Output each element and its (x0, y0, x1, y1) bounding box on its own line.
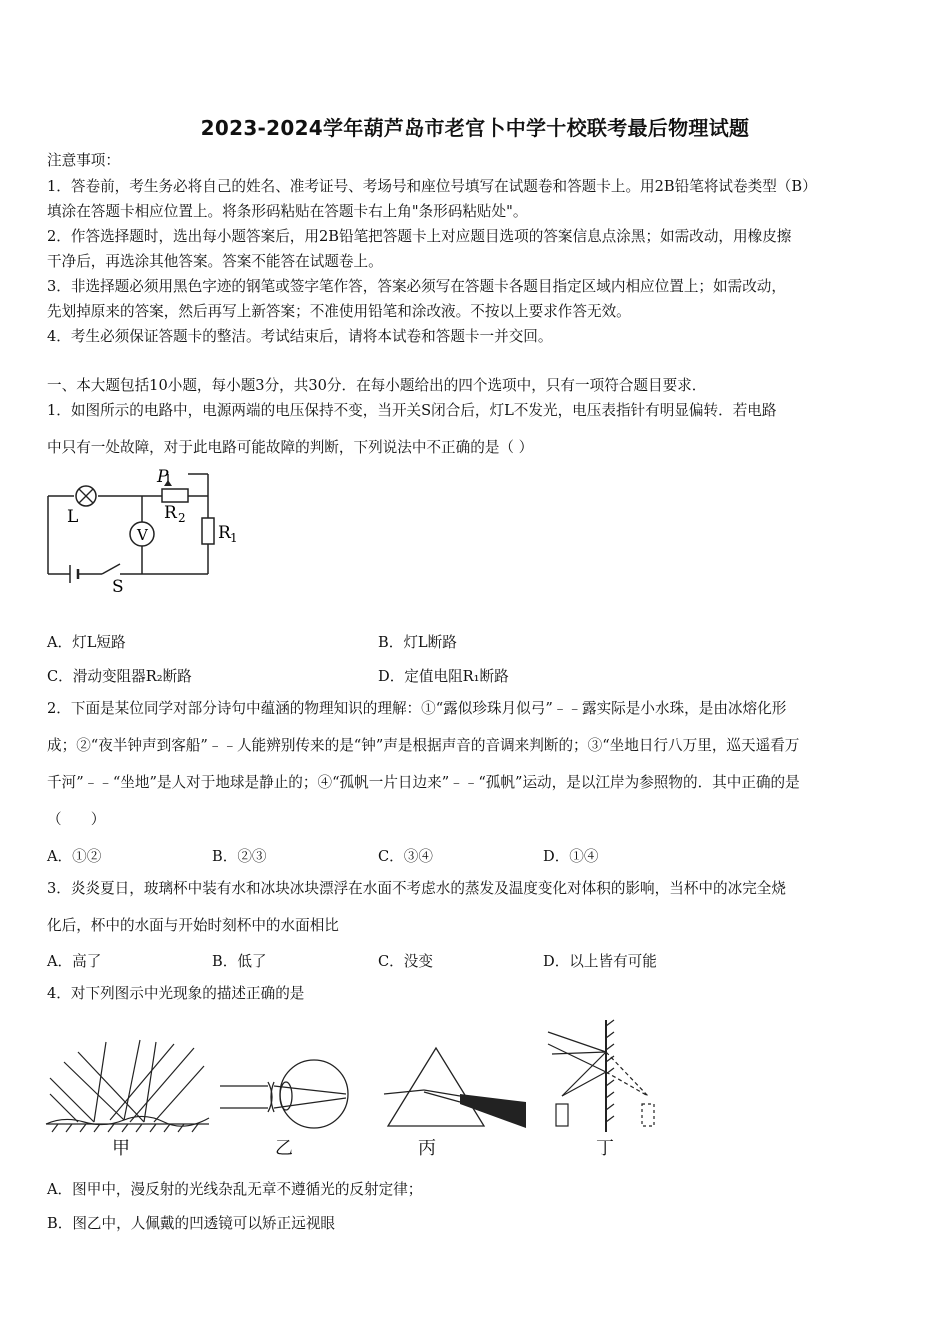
notice-heading: 注意事项： (47, 152, 120, 169)
r2-label: R (164, 503, 177, 523)
slider-label: P (157, 467, 169, 487)
question-1-stem: 1．如图所示的电路中，电源两端的电压保持不变，当开关S闭合后，灯L不发光，电压表指针有明显偏转．若电路 (47, 402, 777, 419)
switch-label: S (112, 577, 124, 597)
caption-ding: 丁 (596, 1138, 614, 1159)
caption-bing: 丙 (418, 1138, 436, 1159)
rheostat-icon (162, 489, 188, 502)
lamp-label: L (67, 507, 79, 527)
question-2-stem: 千河”﹣﹣“坐地”是人对于地球是静止的；④“孤帆一片日边来”﹣﹣“孤帆”运动，是以江岸为参照物的．其中正确的是 (47, 774, 800, 791)
question-4-stem: 4．对下列图示中光现象的描述正确的是 (47, 985, 305, 1002)
plane-mirror-figure (544, 1018, 664, 1134)
question-2-option: A．①② (47, 848, 102, 865)
notice-line: 4．考生必须保证答题卡的整洁。考试结束后，请将本试卷和答题卡一并交回。 (47, 328, 553, 345)
lamp-icon (76, 486, 96, 506)
notice-line: 先划掉原来的答案，然后再写上新答案；不准使用铅笔和涂改液。不按以上要求作答无效。 (47, 303, 631, 320)
eye-lens-figure (218, 1056, 358, 1130)
page-title: 2023-2024学年葫芦岛市老官卜中学十校联考最后物理试题 (200, 116, 750, 140)
question-4-option: B．图乙中，人佩戴的凹透镜可以矫正远视眼 (47, 1215, 336, 1232)
notice-line: 2．作答选择题时，选出每小题答案后，用2B铅笔把答题卡上对应题目选项的答案信息点涂黑；如需改动，用橡皮擦 (47, 228, 792, 245)
section-heading: 一、本大题包括10小题，每小题3分，共30分．在每小题给出的四个选项中，只有一项符合题目要求． (47, 377, 707, 394)
question-3-option: D．以上皆有可能 (543, 953, 657, 970)
question-2-option: C．③④ (378, 848, 433, 865)
question-3-option: A．高了 (47, 953, 102, 970)
voltmeter-label: V (137, 526, 148, 544)
spectrum-band-icon (460, 1094, 526, 1128)
notice-line: 3．非选择题必须用黑色字迹的钢笔或签字笔作答，答案必须写在答题卡各题目指定区域内相应位置上；如需改动， (47, 278, 786, 295)
notice-line: 填涂在答题卡相应位置上。将条形码粘贴在答题卡右上角"条形码粘贴处"。 (47, 203, 528, 220)
question-3-option: C．没变 (378, 953, 433, 970)
notice-line: 干净后，再选涂其他答案。答案不能答在试题卷上。 (47, 253, 383, 270)
question-2-stem: （ ） (47, 811, 106, 828)
notice-line: 1．答卷前，考生务必将自己的姓名、准考证号、考场号和座位号填写在试题卷和答题卡上。用2B铅笔将试卷类型（B） (47, 178, 817, 195)
question-4-option: A．图甲中，漫反射的光线杂乱无章不遵循光的反射定律； (47, 1181, 423, 1198)
question-3-option: B．低了 (212, 953, 267, 970)
question-2-option: B．②③ (212, 848, 267, 865)
prism-figure (380, 1044, 530, 1130)
resistor-icon (202, 518, 214, 544)
r2-subscript: 2 (178, 511, 186, 525)
battery-icon (70, 565, 78, 583)
caption-yi: 乙 (275, 1138, 293, 1159)
switch-icon (102, 564, 120, 574)
question-2-stem: 2．下面是某位同学对部分诗句中蕴涵的物理知识的理解：①“露似珍珠月似弓”﹣﹣露实际是小水珠，是由冰熔化形 (47, 700, 787, 717)
question-1-stem: 中只有一处故障，对于此电路可能故障的判断，下列说法中不正确的是（ ） (47, 439, 534, 456)
caption-jia: 甲 (112, 1138, 130, 1159)
question-1-option: A．灯L短路 (47, 634, 126, 651)
diffuse-reflection-figure (44, 1036, 214, 1132)
r1-subscript: 1 (230, 531, 238, 545)
question-3-stem: 3．炎炎夏日，玻璃杯中装有水和冰块冰块漂浮在水面不考虑水的蒸发及温度变化对体积的影响，当杯中的冰完全烧 (47, 880, 786, 897)
circuit-diagram (40, 466, 238, 597)
question-3-stem: 化后，杯中的水面与开始时刻杯中的水面相比 (47, 917, 339, 934)
question-1-option: C．滑动变阻器R₂断路 (47, 668, 192, 685)
question-1-option: D．定值电阻R₁断路 (378, 668, 509, 685)
question-2-option: D．①④ (543, 848, 599, 865)
question-1-option: B．灯L断路 (378, 634, 457, 651)
question-2-stem: 成；②“夜半钟声到客船”﹣﹣人能辨别传来的是“钟”声是根据声音的音调来判断的；③“坐地日行八万里，巡天遥看万 (47, 737, 800, 754)
r1-label: R (218, 523, 231, 543)
